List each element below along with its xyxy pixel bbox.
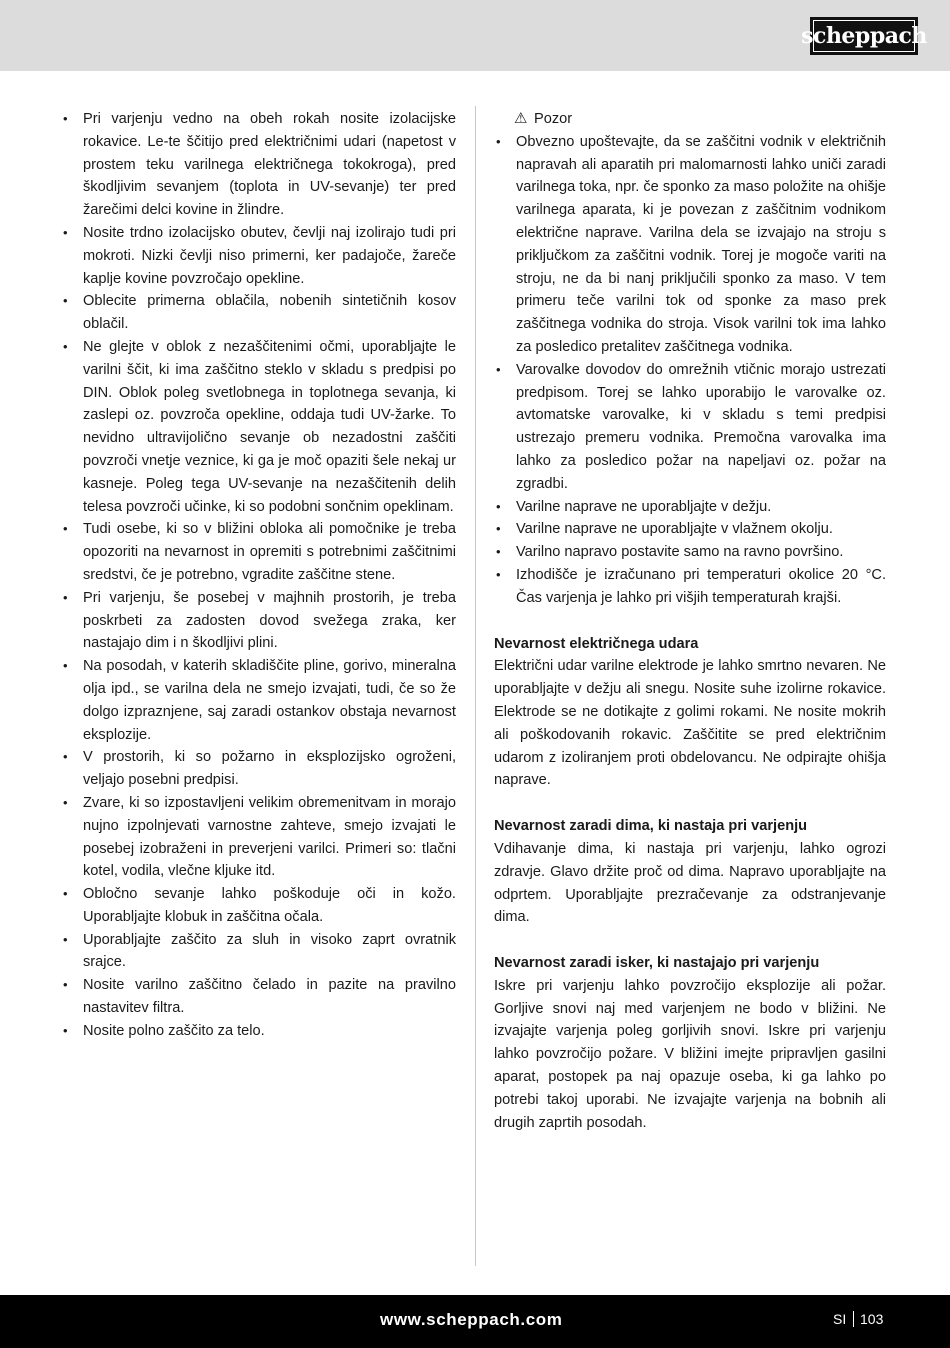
list-item: • Uporabljajte zaščito za sluh in visoko zaprt ovratnik srajce. <box>61 929 456 975</box>
list-item: • Varovalke dovodov do omrežnih vtičnic morajo ustrezati predpisom. Torej se lahko uporabijo le varovalke oz. avtomatske varovalke, ki v skladu s temi predpisi ustrezajo premeru vodnika. Premočna varovalka ima lahko za posledico požar na napeljavi oz. požar na zgradbi. <box>494 359 886 496</box>
list-item: • Pri varjenju, še posebej v majhnih prostorih, je treba poskrbeti za zadosten dovod svežega zraka, ker nastajajo dim i n škodljivi plini. <box>61 587 456 655</box>
list-item: • Obločno sevanje lahko poškoduje oči in kožo. Uporabljajte klobuk in zaščitna očala. <box>61 883 456 929</box>
section-welding-sparks <box>494 952 886 1134</box>
page-header <box>0 0 950 71</box>
list-item: • Obvezno upoštevajte, da se zaščitni vodnik v električnih napravah ali aparatih pri malomarnosti lahko uniči zaradi varilnega toka, npr. če sponko za maso položite na ohišje varilnega aparata, ki je povezan z zaščitnim vodnikom električne naprave. Varilna dela se izvajajo na stroju s priključkom za zaščitni vodnik. Torej je mogoče variti na stroju, ne da bi nanj priključili sponko za maso. V tem primeru teče varilni tok od sponke za maso prek zaščitnega vodnika do stroja. Visok varilni tok ima lahko za posledico pretalitev zaščitnega vodnika. <box>494 131 886 359</box>
section-title: Nevarnost električnega udara <box>494 635 699 652</box>
section-body: Električni udar varilne elektrode je lahko smrtno nevaren. Ne uporabljajte v dežju ali snegu. Nosite suhe izolirne rokavice. Elektrode se ne dotikajte z golimi rokami. Ne nosite mokrih ali poškodovanih rokavic. Zaščitite se pred električnim udarom z izoliranjem proti obdelovancu. Ne odpirajte ohišja naprave. <box>494 658 886 789</box>
right-column <box>494 108 886 1134</box>
list-item: • Tudi osebe, ki so v bližini obloka ali pomočnike je treba opozoriti na nevarnost in opremiti s potrebnimi zaščitnimi sredstvi, če je potrebno, vgradite zaščitne stene. <box>61 518 456 586</box>
list-item: • Varilne naprave ne uporabljajte v dežju. <box>494 496 886 519</box>
warning-triangle-icon: ⚠ <box>514 110 528 127</box>
safety-list-right <box>494 131 886 610</box>
section-title: Nevarnost zaradi dima, ki nastaja pri varjenju <box>494 818 808 835</box>
section-body: Iskre pri varjenju lahko povzročijo eksplozije ali požar. Gorljive snovi naj med varjenjem ne bodo v bližini. Ne izvajajte varjenja poleg gorljivih snovi. Iskre pri varjenju lahko povzročijo požare. V bližini imejte pripravljen gasilni aparat, postopek pa naj opazuje oseba, ki ga lahko po potrebi takoj uporabi. Ne izvajajte varjenja na bobnih ali drugih zaprtih posodah. <box>494 977 886 1131</box>
list-item: • Na posodah, v katerih skladiščite pline, gorivo, mineralna olja ipd., se varilna dela ne smejo izvajati, tudi, če so že dolgo izpraznjene, saj zaradi ostankov obstaja nevarnost eksplozije. <box>61 655 456 746</box>
page-number: 103 <box>860 1311 884 1327</box>
warning-heading <box>494 108 886 131</box>
list-item: • Nosite varilno zaščitno čelado in pazite na pravilno nastavitev filtra. <box>61 974 456 1020</box>
footer-separator <box>853 1311 854 1327</box>
list-item: • Nosite trdno izolacijsko obutev, čevlji naj izolirajo tudi pri mokroti. Nizki čevlji niso primerni, ker padajoče, žareče kaplje kovine povzročajo opekline. <box>61 222 456 290</box>
section-body: Vdihavanje dima, ki nastaja pri varjenju, lahko ogrozi zdravje. Glavo držite proč od dima. Napravo uporabljajte na odprtem. Uporabljajte prezračevanje za odstranjevanje dima. <box>494 840 886 926</box>
section-title: Nevarnost zaradi isker, ki nastajajo pri varjenju <box>494 955 820 972</box>
left-column <box>61 108 456 1043</box>
list-item: • Oblecite primerna oblačila, nobenih sintetičnih kosov oblačil. <box>61 290 456 336</box>
section-electric-shock <box>494 633 886 793</box>
list-item: • Nosite polno zaščito za telo. <box>61 1020 456 1043</box>
list-item: • Zvare, ki so izpostavljeni velikim obremenitvam in morajo nujno izpolnjevati varnostne zahteve, smejo izvajati le posebej izobraženi in preverjeni varilci. Primeri so: tlačni kotel, vodila, vlečne kljuke itd. <box>61 792 456 883</box>
brand-logo: scheppach <box>810 17 918 55</box>
page-footer <box>0 1295 950 1348</box>
column-divider <box>475 106 476 1266</box>
list-item: • V prostorih, ki so požarno in eksplozijsko ogroženi, veljajo posebni predpisi. <box>61 746 456 792</box>
list-item: • Izhodišče je izračunano pri temperaturi okolice 20 °C. Čas varjenja je lahko pri višjih temperaturah krajši. <box>494 564 886 610</box>
list-item: • Ne glejte v oblok z nezaščitenimi očmi, uporabljajte le varilni ščit, ki ima zaščitno steklo v skladu s predpisi po DIN. Oblok poleg svetlobnega in toplotnega sevanja, ki zaslepi oz. povzroča opekline, oddaja tudi UV-žarke. To nevidno ultravijolično sevanje ob nezadostni zaščiti povzroči vnetje veznice, ki ga je moč opaziti šele nekaj ur kasneje. Poleg tega UV-sevanje na nezaščitenih delih telesa povzroči učinke, ki so podobni sončnim opeklinam. <box>61 336 456 518</box>
website-link[interactable]: www.scheppach.com <box>380 1310 563 1329</box>
language-code: SI <box>833 1311 847 1327</box>
list-item: • Varilno napravo postavite samo na ravno površino. <box>494 541 886 564</box>
warning-label: Pozor <box>534 111 573 127</box>
list-item: • Varilne naprave ne uporabljajte v vlažnem okolju. <box>494 518 886 541</box>
list-item: • Pri varjenju vedno na obeh rokah nosite izolacijske rokavice. Le-te ščitijo pred električnimi udari (napetost v prostem teku varilnega električnega tokokroga), pred škodljivim sevanjem (toplota in UV-sevanje) ter pred žarečimi delci kovine in žlindre. <box>61 108 456 222</box>
safety-list-left <box>61 108 456 1043</box>
section-welding-smoke <box>494 815 886 929</box>
